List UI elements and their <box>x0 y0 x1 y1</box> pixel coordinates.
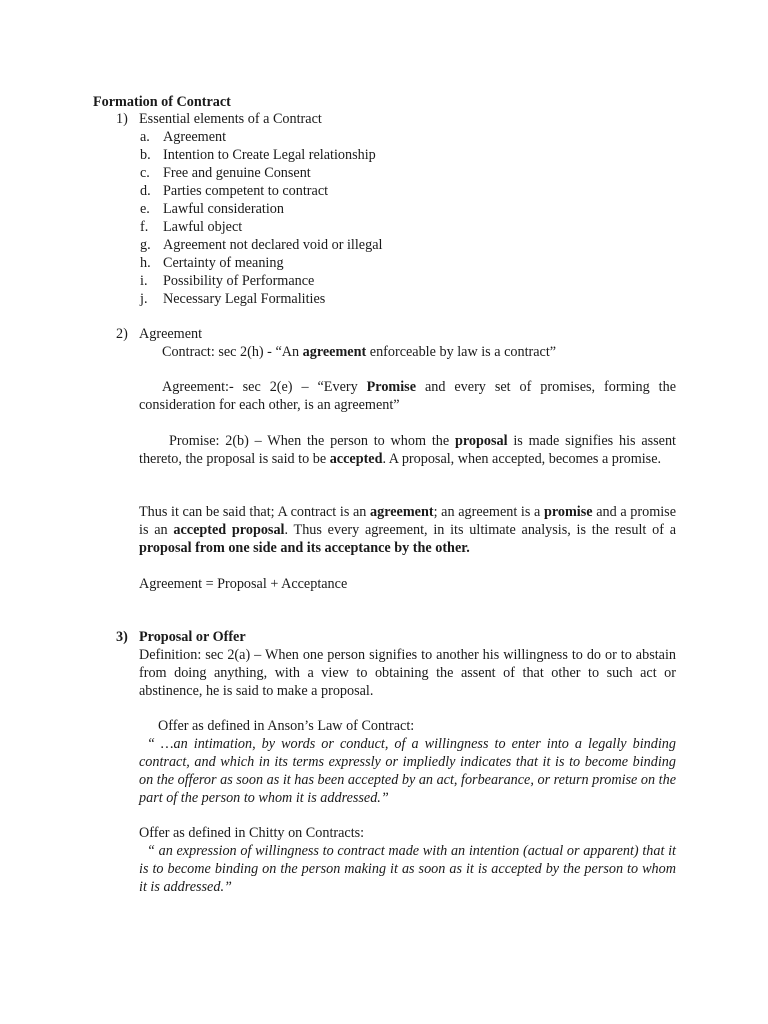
promise-definition-text-end: . A proposal, when accepted, becomes a promise. <box>382 451 662 467</box>
anson-label: Offer as defined in Anson’s Law of Contract: <box>158 718 415 734</box>
list-item-text: Possibility of Performance <box>163 273 315 289</box>
list-marker: h. <box>140 255 151 271</box>
list-marker: a. <box>140 129 150 145</box>
list-marker: j. <box>140 291 148 307</box>
promise-definition-text-mid: is made signifies his assent thereto, the proposal is said to be <box>139 433 676 467</box>
section-2-title: Agreement <box>139 326 203 342</box>
list-marker: c. <box>140 165 150 181</box>
thus-bold-4: proposal from one side and its acceptance by the other. <box>139 540 470 556</box>
promise-definition-bold-2: accepted <box>329 451 383 467</box>
list-marker: g. <box>140 237 151 253</box>
list-item-text: Necessary Legal Formalities <box>163 291 326 307</box>
section-2-number: 2) <box>116 326 128 342</box>
list-item-text: Lawful consideration <box>163 201 284 217</box>
thus-bold-1: agreement <box>370 504 434 520</box>
contract-definition-text-end: enforceable by law is a contract” <box>366 344 557 360</box>
promise-definition-bold-1: proposal <box>454 433 508 449</box>
section-2-heading <box>116 325 203 343</box>
section-1-number: 1) <box>116 111 128 127</box>
contract-definition-text: Contract: sec 2(h) - “An <box>162 344 303 360</box>
list-marker: e. <box>140 201 150 217</box>
promise-definition-text: Promise: 2(b) – When the person to whom the <box>169 433 455 449</box>
list-item-text: Lawful object <box>163 219 243 235</box>
chitty-quote <box>139 842 676 896</box>
contract-definition <box>162 343 556 361</box>
list-item-text: Agreement <box>163 129 227 145</box>
agreement-definition-text: Agreement:- sec 2(e) – “Every <box>162 379 367 395</box>
thus-paragraph <box>139 503 676 557</box>
thus-text-4: . Thus every agreement, in its ultimate analysis, is the result of a <box>284 522 676 538</box>
section-3-title: Proposal or Offer <box>139 629 246 645</box>
thus-bold-2: promise <box>543 504 593 520</box>
agreement-definition-text-end: and every set of promises, forming the consideration for each other, is an agreement” <box>139 379 676 413</box>
list-item-text: Parties competent to contract <box>163 183 329 199</box>
thus-text-1: Thus it can be said that; A contract is an <box>139 504 371 520</box>
anson-quote <box>139 735 676 807</box>
section-1-heading <box>116 110 322 128</box>
list-item-text: Free and genuine Consent <box>163 165 311 181</box>
section-3-number: 3) <box>116 629 128 645</box>
list-item-text: Certainty of meaning <box>163 255 284 271</box>
proposal-definition: Definition: sec 2(a) – When one person signifies to another his willingness to do or to abstain from doing anything, with a view to obtaining the assent of that other to such act or abstinence, he is said to make a proposal. <box>139 647 676 699</box>
list-marker: b. <box>140 147 151 163</box>
chitty-label: Offer as defined in Chitty on Contracts: <box>139 825 365 841</box>
section-3-heading <box>116 628 246 646</box>
list-item-text: Agreement not declared void or illegal <box>163 237 383 253</box>
agreement-definition-bold: Promise <box>366 379 417 395</box>
document-title: Formation of Contract <box>93 94 231 110</box>
thus-bold-3: accepted proposal <box>173 522 285 538</box>
agreement-definition <box>139 378 676 414</box>
list-marker: i. <box>140 273 148 289</box>
list-marker: d. <box>140 183 151 199</box>
anson-quote-text: “ …an intimation, by words or conduct, of a willingness to enter into a legally binding contract, and which in its terms expressly or impliedly indicates that it is to become binding on the offeror as soon as it has been accepted by an act, forbearance, or return promise on the part of the person to whom it is addressed.” <box>139 736 676 806</box>
thus-text-2: ; an agreement is a <box>433 504 544 520</box>
promise-definition <box>139 432 676 468</box>
list-item-text: Intention to Create Legal relationship <box>163 147 376 163</box>
list-marker: f. <box>140 219 149 235</box>
agreement-equation: Agreement = Proposal + Acceptance <box>139 576 348 592</box>
contract-definition-bold: agreement <box>302 344 367 360</box>
chitty-quote-text: “ an expression of willingness to contract made with an intention (actual or apparent) that it is to become binding on the person making it as soon as it is accepted by the person to whom it is addressed.” <box>139 843 676 895</box>
section-1-title: Essential elements of a Contract <box>139 111 322 127</box>
thus-text-3: and a promise is an <box>139 504 676 538</box>
